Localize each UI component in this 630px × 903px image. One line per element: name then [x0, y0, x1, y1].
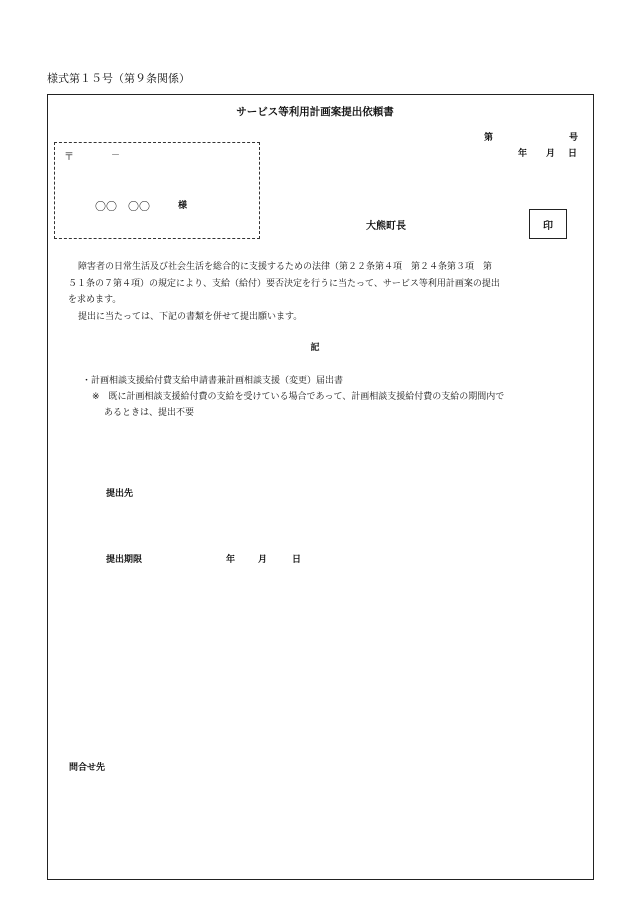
issue-date-month: 月: [546, 149, 556, 159]
postal-dash: －: [111, 151, 121, 161]
body-line-3: を求めます。: [68, 295, 122, 305]
seal-box: [529, 209, 567, 239]
form-number: 様式第１５号（第９条関係）: [47, 72, 190, 85]
deadline-year: 年: [226, 555, 236, 565]
body-line-4: 提出に当たっては、下記の書類を併せて提出願います。: [78, 312, 303, 322]
recipient-name: 〇〇 〇〇: [95, 200, 150, 213]
address-box: [54, 142, 260, 239]
note-line-1: ※ 既に計画相談支援給付費の支給を受けている場合であって、計画相談支援給付費の支給の期間内で: [92, 392, 505, 402]
issue-number-prefix: 第: [484, 133, 494, 143]
ki-heading: 記: [310, 343, 320, 353]
document-title: サービス等利用計画案提出依頼書: [236, 106, 394, 118]
seal-label: 印: [543, 220, 553, 232]
issue-number-suffix: 号: [569, 133, 579, 143]
deadline-label: 提出期限: [106, 555, 143, 565]
list-item: ・計画相談支援給付費支給申請書兼計画相談支援（変更）届出書: [82, 376, 344, 386]
issue-date-year: 年: [518, 149, 528, 159]
deadline-month: 月: [258, 555, 268, 565]
note-line-2: あるときは、提出不要: [104, 408, 195, 418]
inquiry-label: 問合せ先: [69, 763, 106, 773]
postal-mark: 〒: [64, 152, 74, 163]
destination-label: 提出先: [106, 489, 134, 499]
recipient-honorific: 様: [178, 201, 188, 211]
body-line-1: 障害者の日常生活及び社会生活を総合的に支援するための法律（第２２条第４項 第２４条第３項 第: [78, 262, 493, 272]
deadline-day: 日: [292, 555, 302, 565]
body-line-2: ５１条の７第４項）の規定により、支給（給付）要否決定を行うに当たって、サービス等利用計画案の提出: [68, 279, 500, 289]
issuer-title: 大熊町長: [366, 221, 406, 232]
issue-date-day: 日: [568, 149, 578, 159]
